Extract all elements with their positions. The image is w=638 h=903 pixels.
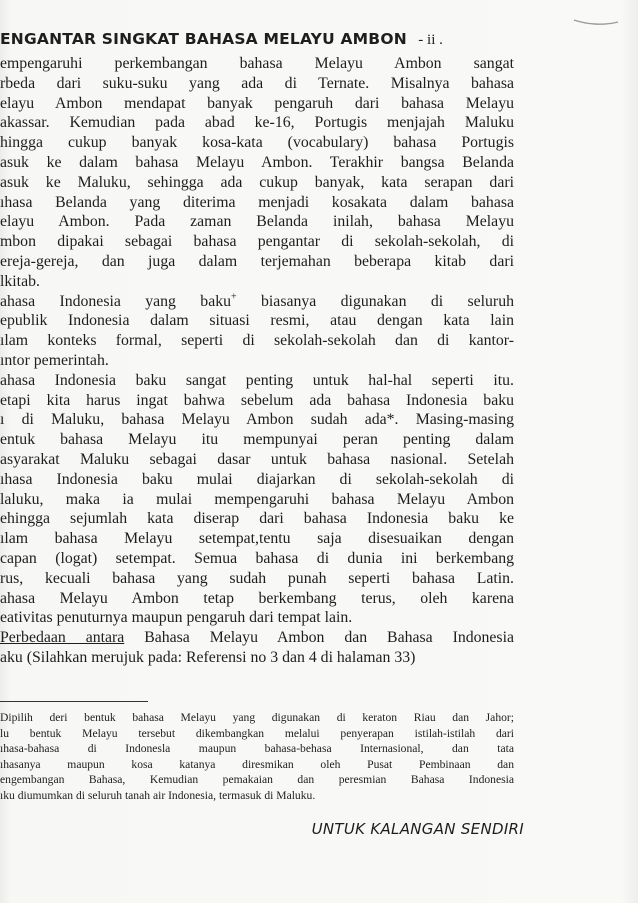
- page-footer: UNTUK KALANGAN SENDIRI: [311, 820, 524, 838]
- section-heading-rest: Bahasa Melayu Ambon dan Bahasa Indonesia: [124, 629, 514, 647]
- text-line: etapi kita harus ingat bahwa sebelum ada bahasa Indonesia baku: [0, 391, 514, 409]
- text-line: asyarakat Maluku sebagai dasar untuk bahasa nasional. Setelah: [0, 450, 514, 468]
- text-line: akassar. Kemudian pada abad ke-16, Portugis menjajah Maluku: [0, 114, 514, 132]
- footnote-line: ıhasanya maupun kosa katanya diresmikan oleh Pusat Pembinaan dan: [0, 757, 514, 771]
- text-line: ahasa Indonesia baku sangat penting untuk hal-hal seperti itu.: [0, 371, 514, 389]
- text-line: empengaruhi perkembangan bahasa Melayu Ambon sangat: [0, 55, 514, 72]
- text-line: rbeda dari suku-suku yang ada di Ternate. Misalnya bahasa: [0, 74, 514, 92]
- footnote-line: ıhasa-bahasa di Indonesla maupun bahasa-behasa Internasional, dan tata: [0, 742, 514, 756]
- text-line: ı di Maluku, bahasa Melayu Ambon sudah ada*. Masing-masing: [0, 411, 514, 429]
- section-heading-underlined: Perbedaan antara: [0, 629, 125, 647]
- footnotes: [0, 710, 514, 804]
- text-line: ılam konteks formal, seperti di sekolah-sekolah dan di kantor-: [0, 332, 514, 350]
- text-line: asuk ke dalam bahasa Melayu Ambon. Terakhir bangsa Belanda: [0, 153, 514, 171]
- footnote-divider: [0, 701, 148, 702]
- baku-text: ahasa Indonesia yang baku: [0, 292, 232, 310]
- footnote-line: ıku diumumkan di seluruh tanah air Indonesia, termasuk di Maluku.: [0, 788, 316, 802]
- page-number: - ii .: [418, 32, 443, 48]
- text-line: capan (logat) setempat. Semua bahasa di dunia ini berkembang: [0, 549, 514, 567]
- baku-superscript: +: [231, 291, 237, 303]
- footnote-line: engembangan Bahasa, Kemudian pemakaian dan peresmian Bahasa Indonesia: [0, 773, 514, 787]
- text-line: epublik Indonesia dalam situasi resmi, atau dengan kata lain: [0, 312, 514, 330]
- text-line: entuk bahasa Melayu itu mempunyai peran penting dalam: [0, 431, 514, 449]
- text-line: asuk ke Maluku, sehingga ada cukup banyak, kata serapan dari: [0, 173, 514, 191]
- text-line: ahasa Melayu Ambon tetap berkembang terus, oleh karena: [0, 589, 514, 607]
- baku-text-rest: biasanya digunakan di seluruh: [236, 292, 514, 310]
- text-line: ıhasa Belanda yang diterima menjadi kosakata dalam bahasa: [0, 193, 514, 211]
- text-line: laluku, maka ia mulai mempengaruhi bahasa Melayu Ambon: [0, 490, 514, 508]
- text-line: elayu Ambon. Pada zaman Belanda inilah, bahasa Melayu: [0, 213, 514, 231]
- page-title: ENGANTAR SINGKAT BAHASA MELAYU AMBON: [0, 30, 407, 48]
- text-line: hingga cukup banyak kosa-kata (vocabulary) bahasa Portugis: [0, 134, 514, 152]
- text-line: ıntor pemerintah.: [0, 351, 109, 369]
- footnote-line: lu bentuk Melayu tersebut dikembangkan melalui penyerapan istilah-istilah dari: [0, 726, 514, 740]
- text-line-baku: [0, 292, 514, 312]
- text-line-reference: aku (Silahkan merujuk pada: Referensi no 3 dan 4 di halaman 33): [0, 648, 416, 666]
- text-line: elayu Ambon mendapat banyak pengaruh dari bahasa Melayu: [0, 94, 514, 112]
- pen-mark-decoration: [572, 16, 620, 30]
- text-line: ılam bahasa Melayu setempat,tentu saja disesuaikan dengan: [0, 530, 514, 548]
- text-line: ıhasa Indonesia baku mulai diajarkan di sekolah-sekolah di: [0, 470, 514, 488]
- text-line: ereja-gereja, dan juga dalam terjemahan beberapa kitab dari: [0, 252, 514, 270]
- text-line: eativitas penuturnya maupun pengaruh dari tempat lain.: [0, 609, 353, 627]
- page-header: [0, 30, 560, 54]
- text-line-section-heading: [0, 628, 514, 648]
- text-line: mbon dipakai sebagai bahasa pengantar di sekolah-sekolah, di: [0, 233, 514, 251]
- text-line: lkitab.: [0, 272, 40, 290]
- footnote-line: Dipilih deri bentuk bahasa Melayu yang digunakan di keraton Riau dan Jahor;: [0, 711, 514, 724]
- text-line: rus, kecuali bahasa yang sudah punah seperti bahasa Latin.: [0, 569, 514, 587]
- text-line: ehingga sejumlah kata diserap dari bahasa Indonesia baku ke: [0, 510, 514, 528]
- body-text: [0, 54, 514, 668]
